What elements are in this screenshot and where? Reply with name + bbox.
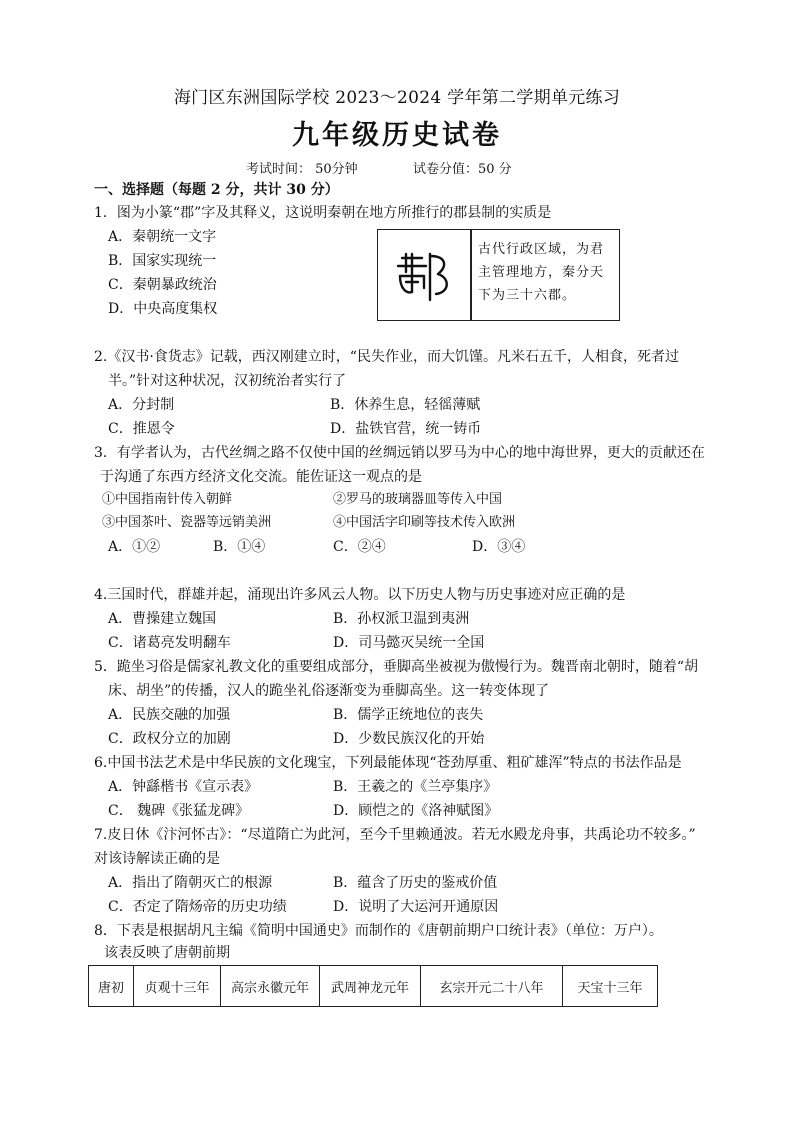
table-header-cell: 贞观十三年 — [134, 966, 221, 1007]
table-header-cell: 武周神龙元年 — [320, 966, 421, 1007]
q4-option-c: C．诸葛亮发明翻车 — [108, 635, 231, 651]
seal-script-jun-image — [392, 244, 456, 308]
question-1-stem: 1．图为小篆“郡”字及其释义，这说明秦朝在地方所推行的郡县制的实质是 — [94, 205, 552, 221]
q7-option-b: B．蕴含了历史的鉴戒价值 — [333, 875, 498, 891]
question-2-stem-line1: 2.《汉书·食货志》记载，西汉刚建立时，“民失作业，而大饥馑。凡米石五千，人相食，死者过 — [94, 349, 679, 365]
q1-option-c: C．秦朝暴政统治 — [108, 277, 217, 293]
q3-option-a: A．①② — [108, 539, 161, 555]
q1-option-d: D．中央高度集权 — [108, 301, 218, 317]
table-row — [89, 966, 658, 1007]
q6-option-d: D．顾恺之的《洛神赋图》 — [333, 803, 499, 819]
question-2-stem-line2: 半。”针对这种状况，汉初统治者实行了 — [108, 373, 347, 389]
q3-item-1: ①中国指南针传入朝鲜 — [102, 492, 233, 507]
q4-option-d: D．司马懿灭吴统一全国 — [333, 635, 485, 651]
q6-option-a: A．钟繇楷书《宣示表》 — [108, 779, 259, 795]
question-8-stem-line2: 该表反映了唐朝前期 — [104, 945, 230, 961]
school-header: 海门区东洲国际学校 2023～2024 学年第二学期单元练习 — [173, 88, 621, 108]
q1-option-a: A．秦朝统一文字 — [108, 229, 217, 245]
table-header-cell: 唐初 — [89, 966, 134, 1007]
q7-option-a: A．指出了隋朝灭亡的根源 — [108, 875, 273, 891]
question-8-stem-line1: 8．下表是根据胡凡主编《简明中国通史》而制作的《唐朝前期户口统计表》（单位：万户）。 — [94, 923, 663, 939]
seal-divider — [470, 230, 472, 320]
population-table — [88, 965, 658, 1007]
q6-option-c: C． 魏碑《张猛龙碑》 — [108, 803, 250, 819]
question-3-stem-line1: 3．有学者认为，古代丝绸之路不仅使中国的丝绸远销以罗马为中心的地中海世界，更大的贡献还在 — [94, 445, 705, 461]
q3-option-c: C．②④ — [333, 539, 386, 555]
table-header-cell: 高宗永徽元年 — [221, 966, 320, 1007]
q4-option-b: B．孙权派卫温到夷洲 — [333, 611, 470, 627]
q5-option-b: B．儒学正统地位的丧失 — [333, 707, 484, 723]
q2-option-a: A．分封制 — [108, 397, 175, 413]
q7-option-c: C．否定了隋炀帝的历史功绩 — [108, 899, 287, 915]
q7-option-d: D．说明了大运河开通原因 — [333, 899, 499, 915]
q6-option-b: B．王羲之的《兰亭集序》 — [333, 779, 498, 795]
question-3-stem-line2: 于沟通了东西方经济文化交流。能佐证这一观点的是 — [100, 469, 422, 485]
question-4-stem: 4.三国时代，群雄并起，涌现出许多风云人物。以下历史人物与历史事迹对应正确的是 — [94, 587, 626, 603]
section-heading: 一、选择题（每题 2 分，共计 30 分） — [94, 182, 339, 198]
q3-item-3: ③中国茶叶、瓷器等远销美洲 — [102, 515, 272, 530]
q5-option-a: A．民族交融的加强 — [108, 707, 231, 723]
table-header-cell: 玄宗开元二十八年 — [421, 966, 563, 1007]
exam-score: 试卷分值：50 分 — [413, 162, 512, 177]
q2-option-b: B．休养生息，轻徭薄赋 — [330, 397, 481, 413]
seal-figure — [377, 229, 620, 321]
q1-option-b: B．国家实现统一 — [108, 253, 217, 269]
q2-option-d: D．盐铁官营，统一铸币 — [330, 421, 482, 437]
table-header-cell: 天宝十三年 — [563, 966, 658, 1007]
exam-title: 九年级历史试卷 — [292, 120, 502, 151]
q3-option-d: D．③④ — [472, 539, 526, 555]
q3-item-4: ④中国活字印刷等技术传入欧洲 — [333, 515, 516, 530]
question-5-stem-line1: 5．跪坐习俗是儒家礼教文化的重要组成部分，垂脚高坐被视为傲慢行为。魏晋南北朝时，随着“胡 — [94, 659, 699, 675]
q4-option-a: A．曹操建立魏国 — [108, 611, 217, 627]
exam-time: 考试时间： 50分钟 — [246, 162, 358, 177]
question-5-stem-line2: 床、胡坐”的传播，汉人的跪坐礼俗逐渐变为垂脚高坐。这一转变体现了 — [108, 683, 550, 699]
q3-item-2: ②罗马的玻璃器皿等传入中国 — [333, 492, 503, 507]
q5-option-d: D．少数民族汉化的开始 — [333, 731, 485, 747]
question-6-stem: 6.中国书法艺术是中华民族的文化瑰宝，下列最能体现“苍劲厚重、粗矿雄浑”特点的书法作品是 — [94, 755, 682, 771]
q3-option-b: B．①④ — [213, 539, 266, 555]
q5-option-c: C．政权分立的加剧 — [108, 731, 231, 747]
seal-definition: 古代行政区域，为君主管理地方，秦分天下为三十六郡。 — [478, 242, 605, 303]
question-7-stem-line2: 对该诗解读正确的是 — [94, 851, 220, 867]
q2-option-c: C．推恩令 — [108, 421, 175, 437]
question-7-stem-line1: 7.皮日休《汴河怀古》：“尽道隋亡为此河，至今千里赖通波。若无水殿龙舟事，共禹论功不较多。” — [94, 827, 696, 843]
